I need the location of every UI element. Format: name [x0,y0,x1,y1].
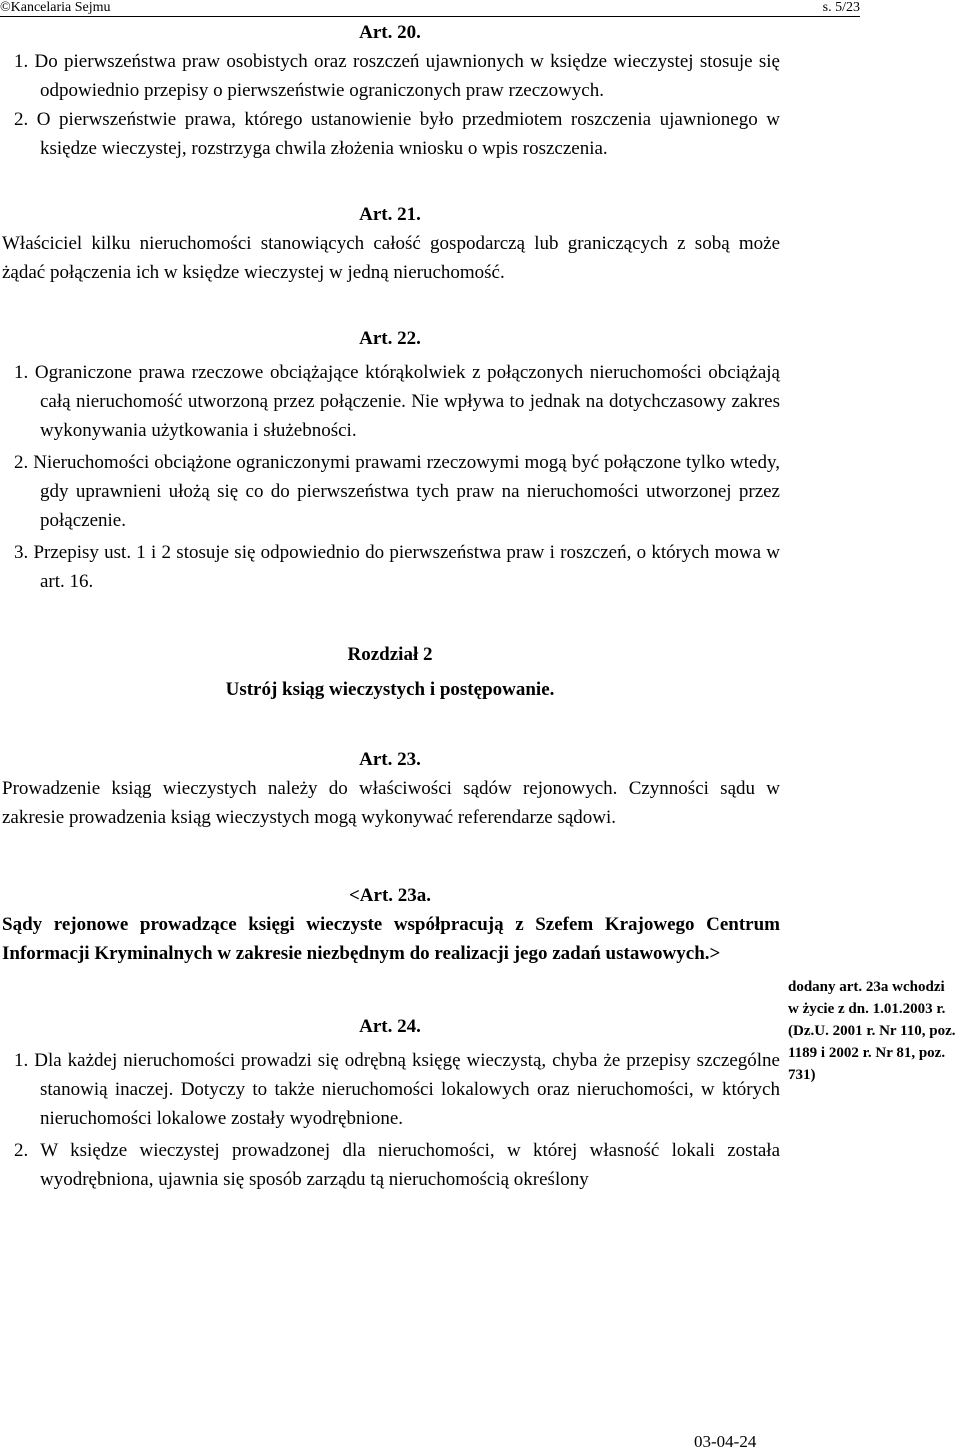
chapter-number: Rozdział 2 [347,644,433,665]
spacer [0,832,780,881]
art-20-title: Art. 20. [359,22,421,43]
art-24-title: Art. 24. [359,1016,421,1037]
footer-date: 03-04-24 [694,1432,757,1451]
art-23-par-1: Prowadzenie ksiąg wieczystych należy do właściwości sądów rejonowych. Czynności sądu w zakresie prowadzenia ksiąg wieczystych mogą wykonywać referendarze sądowi. [2,778,780,828]
art-20-par-2: 2. O pierwszeństwie prawa, którego ustanowienie było przedmiotem roszczenia ujawnionego w księdze wieczystej, rozstrzyga chwila złożenia wniosku o wpis roszczenia. [14,109,780,159]
spacer [0,163,780,200]
art-20-par-1: 1. Do pierwszeństwa praw osobistych oraz roszczeń ujawnionych w księdze wieczystej stosuje się odpowiednio przepisy o pierwszeństwie ograniczonych praw rzeczowych. [14,51,780,101]
art-23-title: Art. 23. [359,749,421,770]
spacer [0,968,780,1012]
spacer [0,596,780,640]
spacer [0,704,780,745]
document-body [0,18,780,1194]
art-23a-title: <Art. 23a. [348,885,432,906]
art-24-par-1: 1. Dla każdej nieruchomości prowadzi się odrębną księgę wieczystą, chyba że przepisy szczególne stanowią inaczej. Dotyczy to także nieruchomości lokalowych oraz nieruchomości, w których nieruchomości lokalowe zostały wyodrębnione. [14,1050,780,1129]
margin-note-art-23a: dodany art. 23a wchodzi w życie z dn. 1.01.2003 r. (Dz.U. 2001 r. Nr 110, poz. 1189 i 2002 r. Nr 81, poz. 731) [788,979,956,1083]
art-22-par-2: 2. Nieruchomości obciążone ograniczonymi prawami rzeczowymi mogą być połączone tylko wtedy, gdy uprawnieni ułożą się co do pierwszeństwa tych praw na nieruchomości utworzonej przez połączenie. [14,452,780,531]
header-source: ©Kancelaria Sejmu [0,0,111,15]
art-22-par-1: 1. Ograniczone prawa rzeczowe obciążające którąkolwiek z połączonych nieruchomości obciążają całą nieruchomość utworzoną przez połączenie. Nie wpływa to jednak na dotychczasowy zakres wykonywania użytkowania i służebności. [14,362,780,441]
spacer [0,287,780,324]
art-23a-par-1: Sądy rejonowe prowadzące księgi wieczyste współpracują z Szefem Krajowego Centrum Informacji Kryminalnych w zakresie niezbędnym do realizacji jego zadań ustawowych.> [2,914,780,964]
art-24-par-2: 2. W księdze wieczystej prowadzonej dla nieruchomości, w której własność lokali została wyodrębniona, ujawnia się sposób zarządu tą nieruchomością określony [14,1140,780,1190]
header-rule [0,16,860,17]
header-page-number: s. 5/23 [822,0,860,15]
chapter-title: Ustrój ksiąg wieczystych i postępowanie. [225,679,555,700]
art-21-par-1: Właściciel kilku nieruchomości stanowiących całość gospodarczą lub graniczących z sobą może żądać połączenia ich w księdze wieczystej w jedną nieruchomość. [2,233,780,283]
art-22-par-3: 3. Przepisy ust. 1 i 2 stosuje się odpowiednio do pierwszeństwa praw i roszczeń, o których mowa w art. 16. [14,542,780,592]
art-21-title: Art. 21. [359,204,421,225]
art-22-title: Art. 22. [359,328,421,349]
page-header [0,0,960,18]
